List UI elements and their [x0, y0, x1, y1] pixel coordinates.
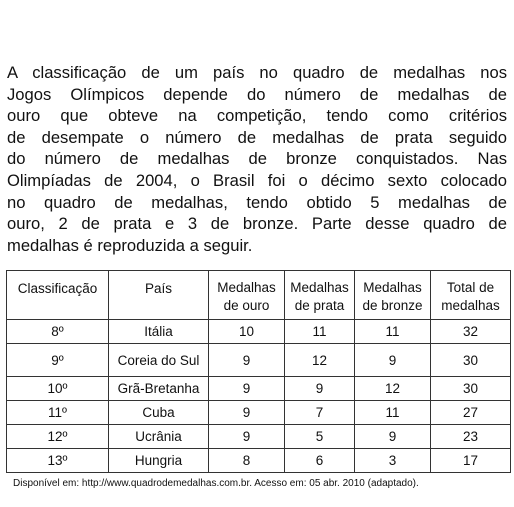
- cell-classificacao: 9º: [7, 344, 109, 377]
- cell-classificacao: 8º: [7, 320, 109, 344]
- header-pais: País: [109, 271, 209, 320]
- table-row: [7, 449, 511, 473]
- paragraph-line: de desempate o número de medalhas de prata seguido: [7, 127, 507, 147]
- paragraph-line: Jogos Olímpicos depende do número de medalhas de: [7, 84, 507, 104]
- cell-ouro: 10: [209, 320, 285, 344]
- cell-bronze: 12: [355, 377, 431, 401]
- header-bronze: Medalhas de bronze: [355, 271, 431, 320]
- cell-total: 17: [431, 449, 511, 473]
- cell-total: 30: [431, 377, 511, 401]
- cell-ouro: 9: [209, 401, 285, 425]
- cell-ouro: 9: [209, 377, 285, 401]
- paragraph-line: A classificação de um país no quadro de medalhas nos: [7, 63, 507, 82]
- cell-ouro: 9: [209, 425, 285, 449]
- cell-bronze: 11: [355, 320, 431, 344]
- paragraph-line: Olimpíadas de 2004, o Brasil foi o décimo sexto colocado: [7, 170, 507, 190]
- table-header-row: [7, 271, 511, 320]
- medal-table: [6, 270, 511, 473]
- cell-ouro: 9: [209, 344, 285, 377]
- paragraph-line: do número de medalhas de bronze conquistados. Nas: [7, 149, 507, 169]
- table-row: [7, 344, 511, 377]
- paragraph-line: ouro que obteve na competição, tendo como critérios: [7, 106, 507, 126]
- cell-bronze: 11: [355, 401, 431, 425]
- cell-prata: 5: [285, 425, 355, 449]
- cell-ouro: 8: [209, 449, 285, 473]
- cell-classificacao: 11º: [7, 401, 109, 425]
- table-row: [7, 425, 511, 449]
- cell-pais: Cuba: [109, 401, 209, 425]
- paragraph-line: no quadro de medalhas, tendo obtido 5 medalhas de: [7, 192, 507, 212]
- intro-paragraph: [7, 62, 507, 256]
- cell-prata: 9: [285, 377, 355, 401]
- cell-total: 23: [431, 425, 511, 449]
- cell-classificacao: 12º: [7, 425, 109, 449]
- header-classificacao: Classificação: [7, 271, 109, 320]
- cell-classificacao: 13º: [7, 449, 109, 473]
- header-total: Total de medalhas: [431, 271, 511, 320]
- paragraph-line: ouro, 2 de prata e 3 de bronze. Parte desse quadro de: [7, 214, 507, 234]
- paragraph-line: medalhas é reproduzida a seguir.: [7, 235, 253, 255]
- cell-bronze: 9: [355, 425, 431, 449]
- table-row: [7, 377, 511, 401]
- source-citation: Disponível em: http://www.quadrodemedalhas.com.br. Acesso em: 05 abr. 2010 (adaptado).: [13, 478, 419, 489]
- cell-pais: Coreia do Sul: [109, 344, 209, 377]
- cell-prata: 7: [285, 401, 355, 425]
- cell-total: 27: [431, 401, 511, 425]
- header-ouro: Medalhas de ouro: [209, 271, 285, 320]
- cell-prata: 6: [285, 449, 355, 473]
- cell-total: 30: [431, 344, 511, 377]
- cell-pais: Itália: [109, 320, 209, 344]
- cell-prata: 11: [285, 320, 355, 344]
- header-prata: Medalhas de prata: [285, 271, 355, 320]
- table-row: [7, 320, 511, 344]
- cell-pais: Hungria: [109, 449, 209, 473]
- cell-bronze: 9: [355, 344, 431, 377]
- cell-total: 32: [431, 320, 511, 344]
- cell-pais: Grã-Bretanha: [109, 377, 209, 401]
- table-row: [7, 401, 511, 425]
- cell-bronze: 3: [355, 449, 431, 473]
- cell-pais: Ucrânia: [109, 425, 209, 449]
- cell-prata: 12: [285, 344, 355, 377]
- cell-classificacao: 10º: [7, 377, 109, 401]
